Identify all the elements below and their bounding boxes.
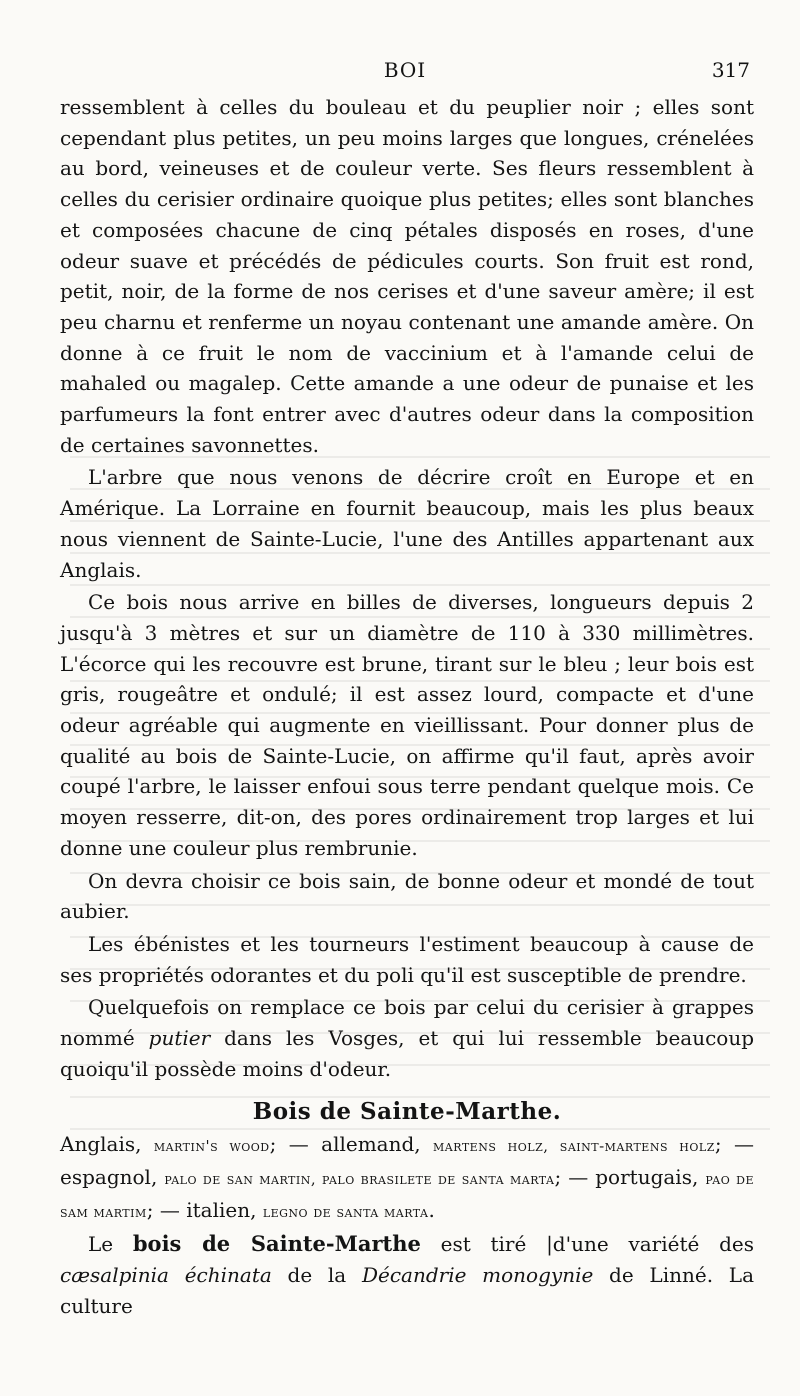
running-title: BOI xyxy=(383,58,427,82)
paragraph-3: Ce bois nous arrive en billes de diverses, longueurs depuis 2 jusqu'à 3 mètres et sur un diamètre de 110 à 330 millimètres. L'écorce qui les recouvre est brune, tirant sur le bleu ; leur bois est gris, rougeâtre et ondulé; il est assez lourd, compacte et d'une odeur agréable qui augmente en vieillissant. Pour donner plus de qualité au bois de Sainte-Lucie, on affirme qu'il faut, après avoir coupé l'arbre, le laisser enfoui sous terre pendant quelque mois. Ce moyen resserre, dit-on, des pores ordinairement trop larges et lui donne une couleur plus rembrunie. xyxy=(60,590,754,860)
synonym-term-italien: legno de santa marta xyxy=(262,1202,429,1221)
synonym-end: . xyxy=(428,1197,435,1222)
paragraph-putier xyxy=(60,992,754,1084)
sm-middle: est tiré |d'une variété des xyxy=(420,1232,754,1257)
synonym-label-espagnol: ; — espagnol, xyxy=(60,1132,754,1189)
putier-term: putier xyxy=(148,1026,211,1051)
sm-italic-species: cæsalpinia échinata xyxy=(60,1263,272,1288)
paragraph-5: Les ébénistes et les tourneurs l'estiment beaucoup à cause de ses propriétés odorantes et du poli qu'il est susceptible de prendre. xyxy=(60,931,754,987)
section-title: Bois de Sainte-Marthe. xyxy=(252,1097,562,1125)
sm-lead: Le xyxy=(88,1232,133,1257)
running-head xyxy=(60,58,750,88)
synonyms-paragraph xyxy=(60,1129,754,1227)
synonym-label-anglais: Anglais, xyxy=(60,1132,142,1157)
synonym-term-allemand: martens holz, saint-martens holz xyxy=(433,1137,715,1156)
synonym-label-portugais: ; — portugais, xyxy=(554,1164,699,1189)
synonym-term-espagnol: palo de san martin, palo brasilete de santa marta xyxy=(164,1169,555,1188)
sm-middle-2: de la xyxy=(271,1263,362,1288)
sm-italic-class: Décandrie monogynie xyxy=(361,1263,594,1288)
paragraph-sainte-marthe xyxy=(60,1229,754,1321)
synonym-term-portugais: pao de sam martim xyxy=(60,1169,754,1221)
synonym-label-allemand: ; — allemand, xyxy=(269,1132,421,1157)
paragraph-2: L'arbre que nous venons de décrire croît en Europe et en Amérique. La Lorraine en fournit beaucoup, mais les plus beaux nous viennent de Sainte-Lucie, l'une des Antilles appartenant aux Anglais. xyxy=(60,465,754,582)
synonym-term-anglais: martin's wood xyxy=(153,1137,270,1156)
putier-text-before: Quelquefois on remplace ce bois par celui du cerisier à grappes nommé xyxy=(60,995,754,1051)
page-body xyxy=(60,92,754,1321)
putier-text-after: dans les Vosges, et qui lui ressemble beaucoup quoiqu'il possède moins d'odeur. xyxy=(60,1026,755,1081)
paragraph-1: ressemblent à celles du bouleau et du peuplier noir ; elles sont cependant plus petites, un peu moins larges que longues, crénelées au bord, veineuses et de couleur verte. Ses fleurs ressemblent à celles du cerisier ordinaire quoique plus petites; elles sont blanches et composées chacune de cinq pétales disposés en roses, d'une odeur suave et précédés de pédicules courts. Son fruit est rond, petit, noir, de la forme de nos cerises et d'une saveur amère; il est peu charnu et renferme un noyau contenant une amande amère. On donne à ce fruit le nom de vaccinium et à l'amande celui de mahaled ou magalep. Cette amande a une odeur de punaise et les parfumeurs la font entrer avec d'autres odeur dans la composition de certaines savonnettes. xyxy=(60,95,754,457)
sm-end: de Linné. La culture xyxy=(60,1263,754,1318)
paragraph-4: On devra choisir ce bois sain, de bonne odeur et mondé de tout aubier. xyxy=(60,868,754,924)
page-number: 317 xyxy=(711,58,750,82)
synonym-label-italien: ; — italien, xyxy=(146,1197,257,1222)
sm-bold-term: bois de Sainte-Marthe xyxy=(132,1231,421,1257)
